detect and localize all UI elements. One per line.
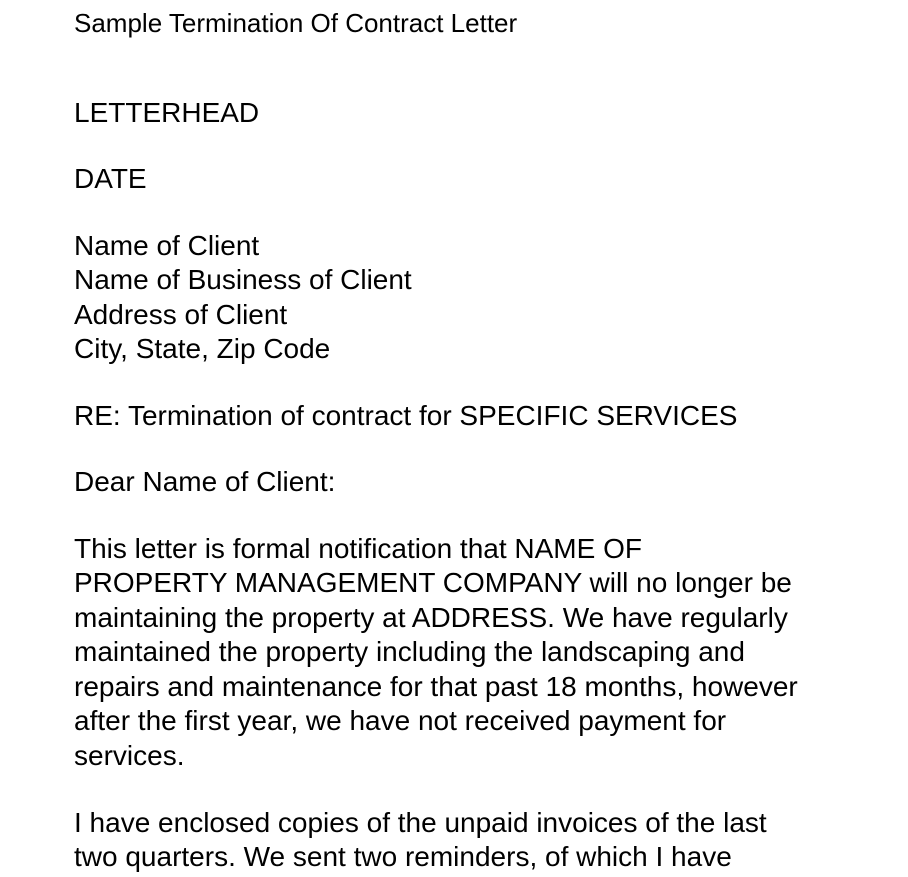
recipient-business: Name of Business of Client (74, 264, 412, 295)
paragraph-line: PROPERTY MANAGEMENT COMPANY will no longer be (74, 567, 792, 598)
paragraph-line: maintaining the property at ADDRESS. We have regularly (74, 602, 788, 633)
paragraph-line: This letter is formal notification that NAME OF (74, 533, 642, 564)
letterhead: LETTERHEAD (74, 97, 260, 128)
subject-line: RE: Termination of contract for SPECIFIC SERVICES (74, 400, 738, 431)
paragraph-line: I have enclosed copies of the unpaid invoices of the last (74, 807, 767, 838)
recipient-address: Address of Client (74, 299, 288, 330)
recipient-city-state-zip: City, State, Zip Code (74, 333, 331, 364)
document-title: Sample Termination Of Contract Letter (74, 8, 518, 38)
paragraph-line: services. (74, 740, 185, 771)
paragraph-line: maintained the property including the landscaping and (74, 636, 745, 667)
paragraph-line: two quarters. We sent two reminders, of which I have (74, 841, 732, 872)
salutation: Dear Name of Client: (74, 466, 336, 497)
paragraph-line: after the first year, we have not received payment for (74, 705, 727, 736)
recipient-name: Name of Client (74, 230, 260, 261)
paragraph-line: repairs and maintenance for that past 18 months, however (74, 671, 798, 702)
date-line: DATE (74, 163, 147, 194)
